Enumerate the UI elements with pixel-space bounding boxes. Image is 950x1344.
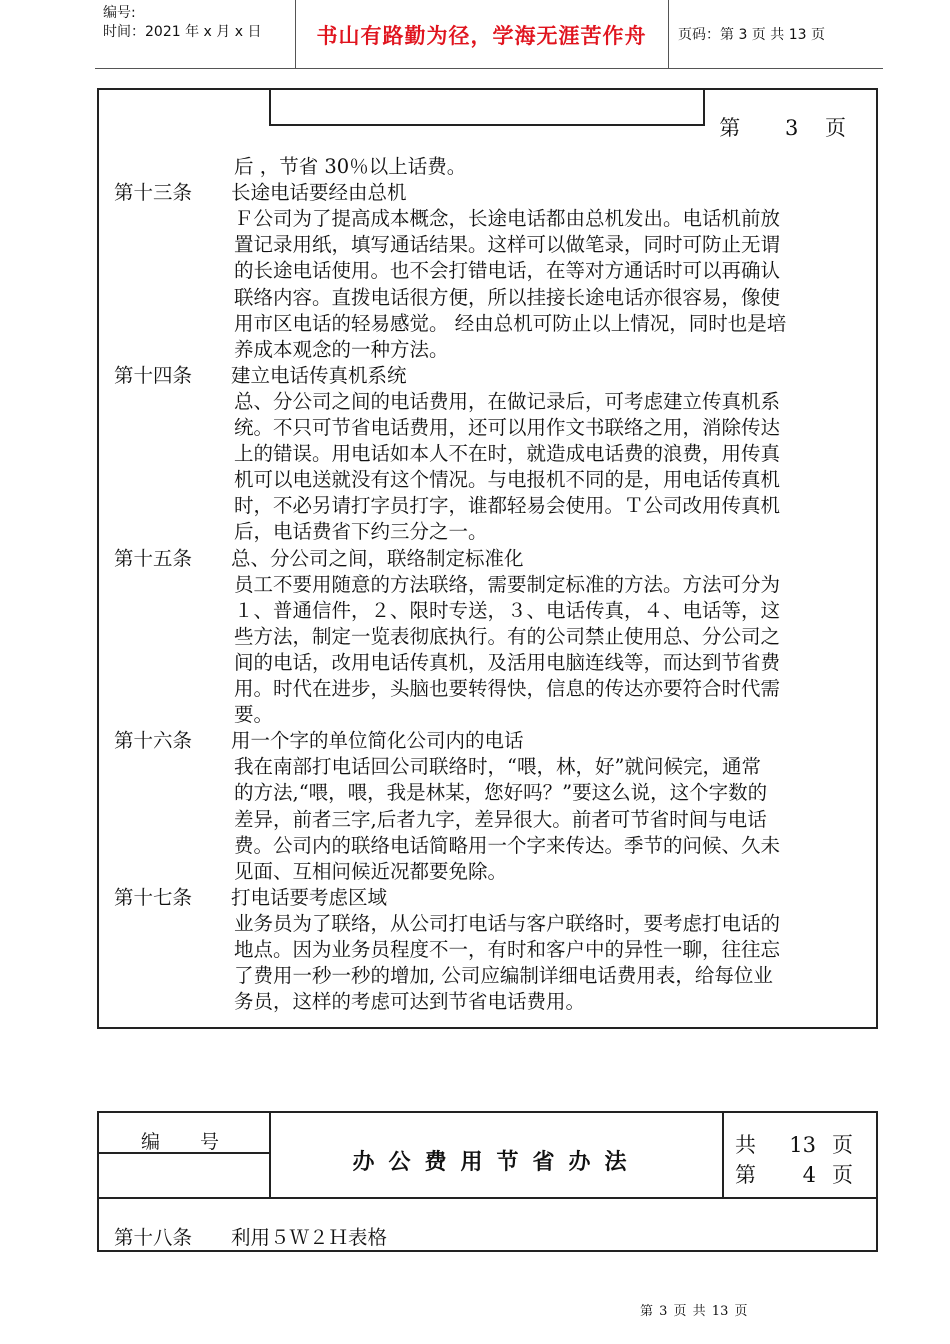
header-time-label: 时间：2021 年 x 月 x 日 bbox=[103, 24, 262, 40]
article-title: 长途电话要经由总机 bbox=[231, 181, 407, 205]
page-header bbox=[95, 0, 883, 69]
header-meta bbox=[103, 4, 261, 42]
body-line: 置记录用纸，填写通话结果。这样可以做笔录，同时可防止无谓 bbox=[234, 233, 781, 257]
total-label: 共 bbox=[735, 1133, 756, 1157]
body-line: 用市区电话的轻易感觉。 经由总机可防止以上情况，同时也是培 bbox=[234, 311, 787, 335]
body-line: 联络内容。直拨电话很方便，所以挂接长途电话亦很容易，像使 bbox=[234, 285, 781, 309]
body-line: 了费用一秒一秒的增加, 公司应编制详细电话费用表，给每位业 bbox=[234, 964, 773, 988]
body-line: 后，电话费省下约三分之一。 bbox=[234, 520, 488, 544]
article-label: 第十三条 bbox=[114, 181, 193, 205]
body-line: 的长途电话使用。也不会打错电话，在等对方通话时可以再确认 bbox=[234, 259, 781, 283]
header-cell-frame bbox=[269, 88, 705, 126]
header-divider bbox=[668, 0, 669, 68]
body-line: 用。时代在进步，头脑也要转得快，信息的传达亦要符合时代需 bbox=[234, 677, 781, 700]
body-line: １、普通信件，２、限时专送，３、电话传真，４、电话等，这 bbox=[234, 598, 781, 622]
article-title: 总、分公司之间，联络制定标准化 bbox=[231, 546, 524, 570]
header-code-label: 编号: bbox=[103, 5, 136, 21]
body-line: 后 ，节省 30％以上话费。 bbox=[234, 155, 467, 178]
document-page-box bbox=[97, 88, 878, 1029]
body-line: 务员，这样的考虑可达到节省电话费用。 bbox=[234, 990, 586, 1014]
article-label: 第十六条 bbox=[114, 729, 193, 753]
page-marker-label: 第 bbox=[719, 116, 741, 140]
body-line: 养成本观念的一种方法。 bbox=[234, 337, 449, 361]
article-label: 第十四条 bbox=[114, 363, 193, 387]
body-line: 见面、互相问候近况都要免除。 bbox=[234, 859, 508, 883]
article-title: 打电话要考虑区域 bbox=[231, 885, 388, 909]
article-title: 建立电话传真机系统 bbox=[231, 363, 407, 387]
article-label: 第十五条 bbox=[114, 546, 193, 570]
article-title: 利用５Ｗ２Ｈ表格 bbox=[231, 1226, 388, 1249]
body-line: 机可以电送就没有这个情况。与电报机不同的是，用电话传真机 bbox=[234, 468, 781, 492]
body-line: 要。 bbox=[234, 703, 274, 727]
code-label: 编号 bbox=[141, 1131, 260, 1153]
page-marker-number: 3 bbox=[784, 116, 799, 140]
page-number: 4 bbox=[802, 1163, 816, 1187]
current-page bbox=[735, 1159, 853, 1189]
table-divider bbox=[722, 1113, 724, 1197]
total-number: 13 bbox=[789, 1133, 816, 1157]
body-line: 统。不只可节省电话费用，还可以用作文书联络之用，消除传达 bbox=[234, 416, 781, 439]
body-line: 上的错误。用电话如本人不在时，就造成电话费的浪费，用传真 bbox=[234, 442, 781, 466]
page-label: 第 bbox=[735, 1163, 756, 1187]
page-footer: 第 3 页 共 13 页 bbox=[640, 1304, 748, 1319]
header-page-info: 页码：第 3 页 共 13 页 bbox=[678, 27, 825, 43]
body-line: 时，不必另请打字员打字，谁都轻易会使用。Ｔ公司改用传真机 bbox=[234, 494, 781, 518]
body-line: 总、分公司之间的电话费用，在做记录后，可考虑建立传真机系 bbox=[234, 389, 781, 413]
header-motto: 书山有路勤为径，学海无涯苦作舟 bbox=[316, 24, 647, 48]
body-line: 我在南部打电话回公司联络时，“喂，林，好”就问候完，通常 bbox=[234, 755, 761, 779]
page-marker-unit: 页 bbox=[825, 116, 846, 140]
body-line: 差异，前者三字,后者九字，差异很大。前者可节省时间与电话 bbox=[234, 807, 767, 831]
article-title: 用一个字的单位简化公司内的电话 bbox=[231, 729, 524, 753]
body-line: 业务员为了联络，从公司打电话与客户联络时，要考虑打电话的 bbox=[234, 911, 781, 935]
total-pages bbox=[735, 1129, 853, 1159]
page-unit: 页 bbox=[832, 1163, 853, 1187]
table-divider bbox=[99, 1197, 876, 1199]
body-line: Ｆ公司为了提高成本概念，长途电话都由总机发出。电话机前放 bbox=[234, 207, 781, 231]
body-line: 的方法,“喂，喂，我是林某，您好吗？”要这么说，这个字数的 bbox=[234, 781, 768, 805]
body-line: 员工不要用随意的方法联络，需要制定标准的方法。方法可分为 bbox=[234, 572, 781, 596]
body-line: 地点。因为业务员程度不一，有时和客户中的异性一聊，往往忘 bbox=[234, 938, 781, 961]
total-unit: 页 bbox=[832, 1133, 853, 1157]
article-label: 第十八条 bbox=[114, 1226, 193, 1249]
next-page-box bbox=[97, 1111, 878, 1252]
body-line: 间的电话，改用电话传真机，及活用电脑连线等，而达到节省费 bbox=[234, 650, 781, 674]
body-line: 些方法，制定一览表彻底执行。有的公司禁止使用总、分公司之 bbox=[234, 624, 781, 648]
page-marker bbox=[719, 112, 846, 142]
body-line: 费。公司内的联络电话简略用一个字来传达。季节的问候、久未 bbox=[234, 833, 781, 857]
article-label: 第十七条 bbox=[114, 885, 193, 909]
document-title: 办公费用节省办法 bbox=[352, 1150, 641, 1175]
